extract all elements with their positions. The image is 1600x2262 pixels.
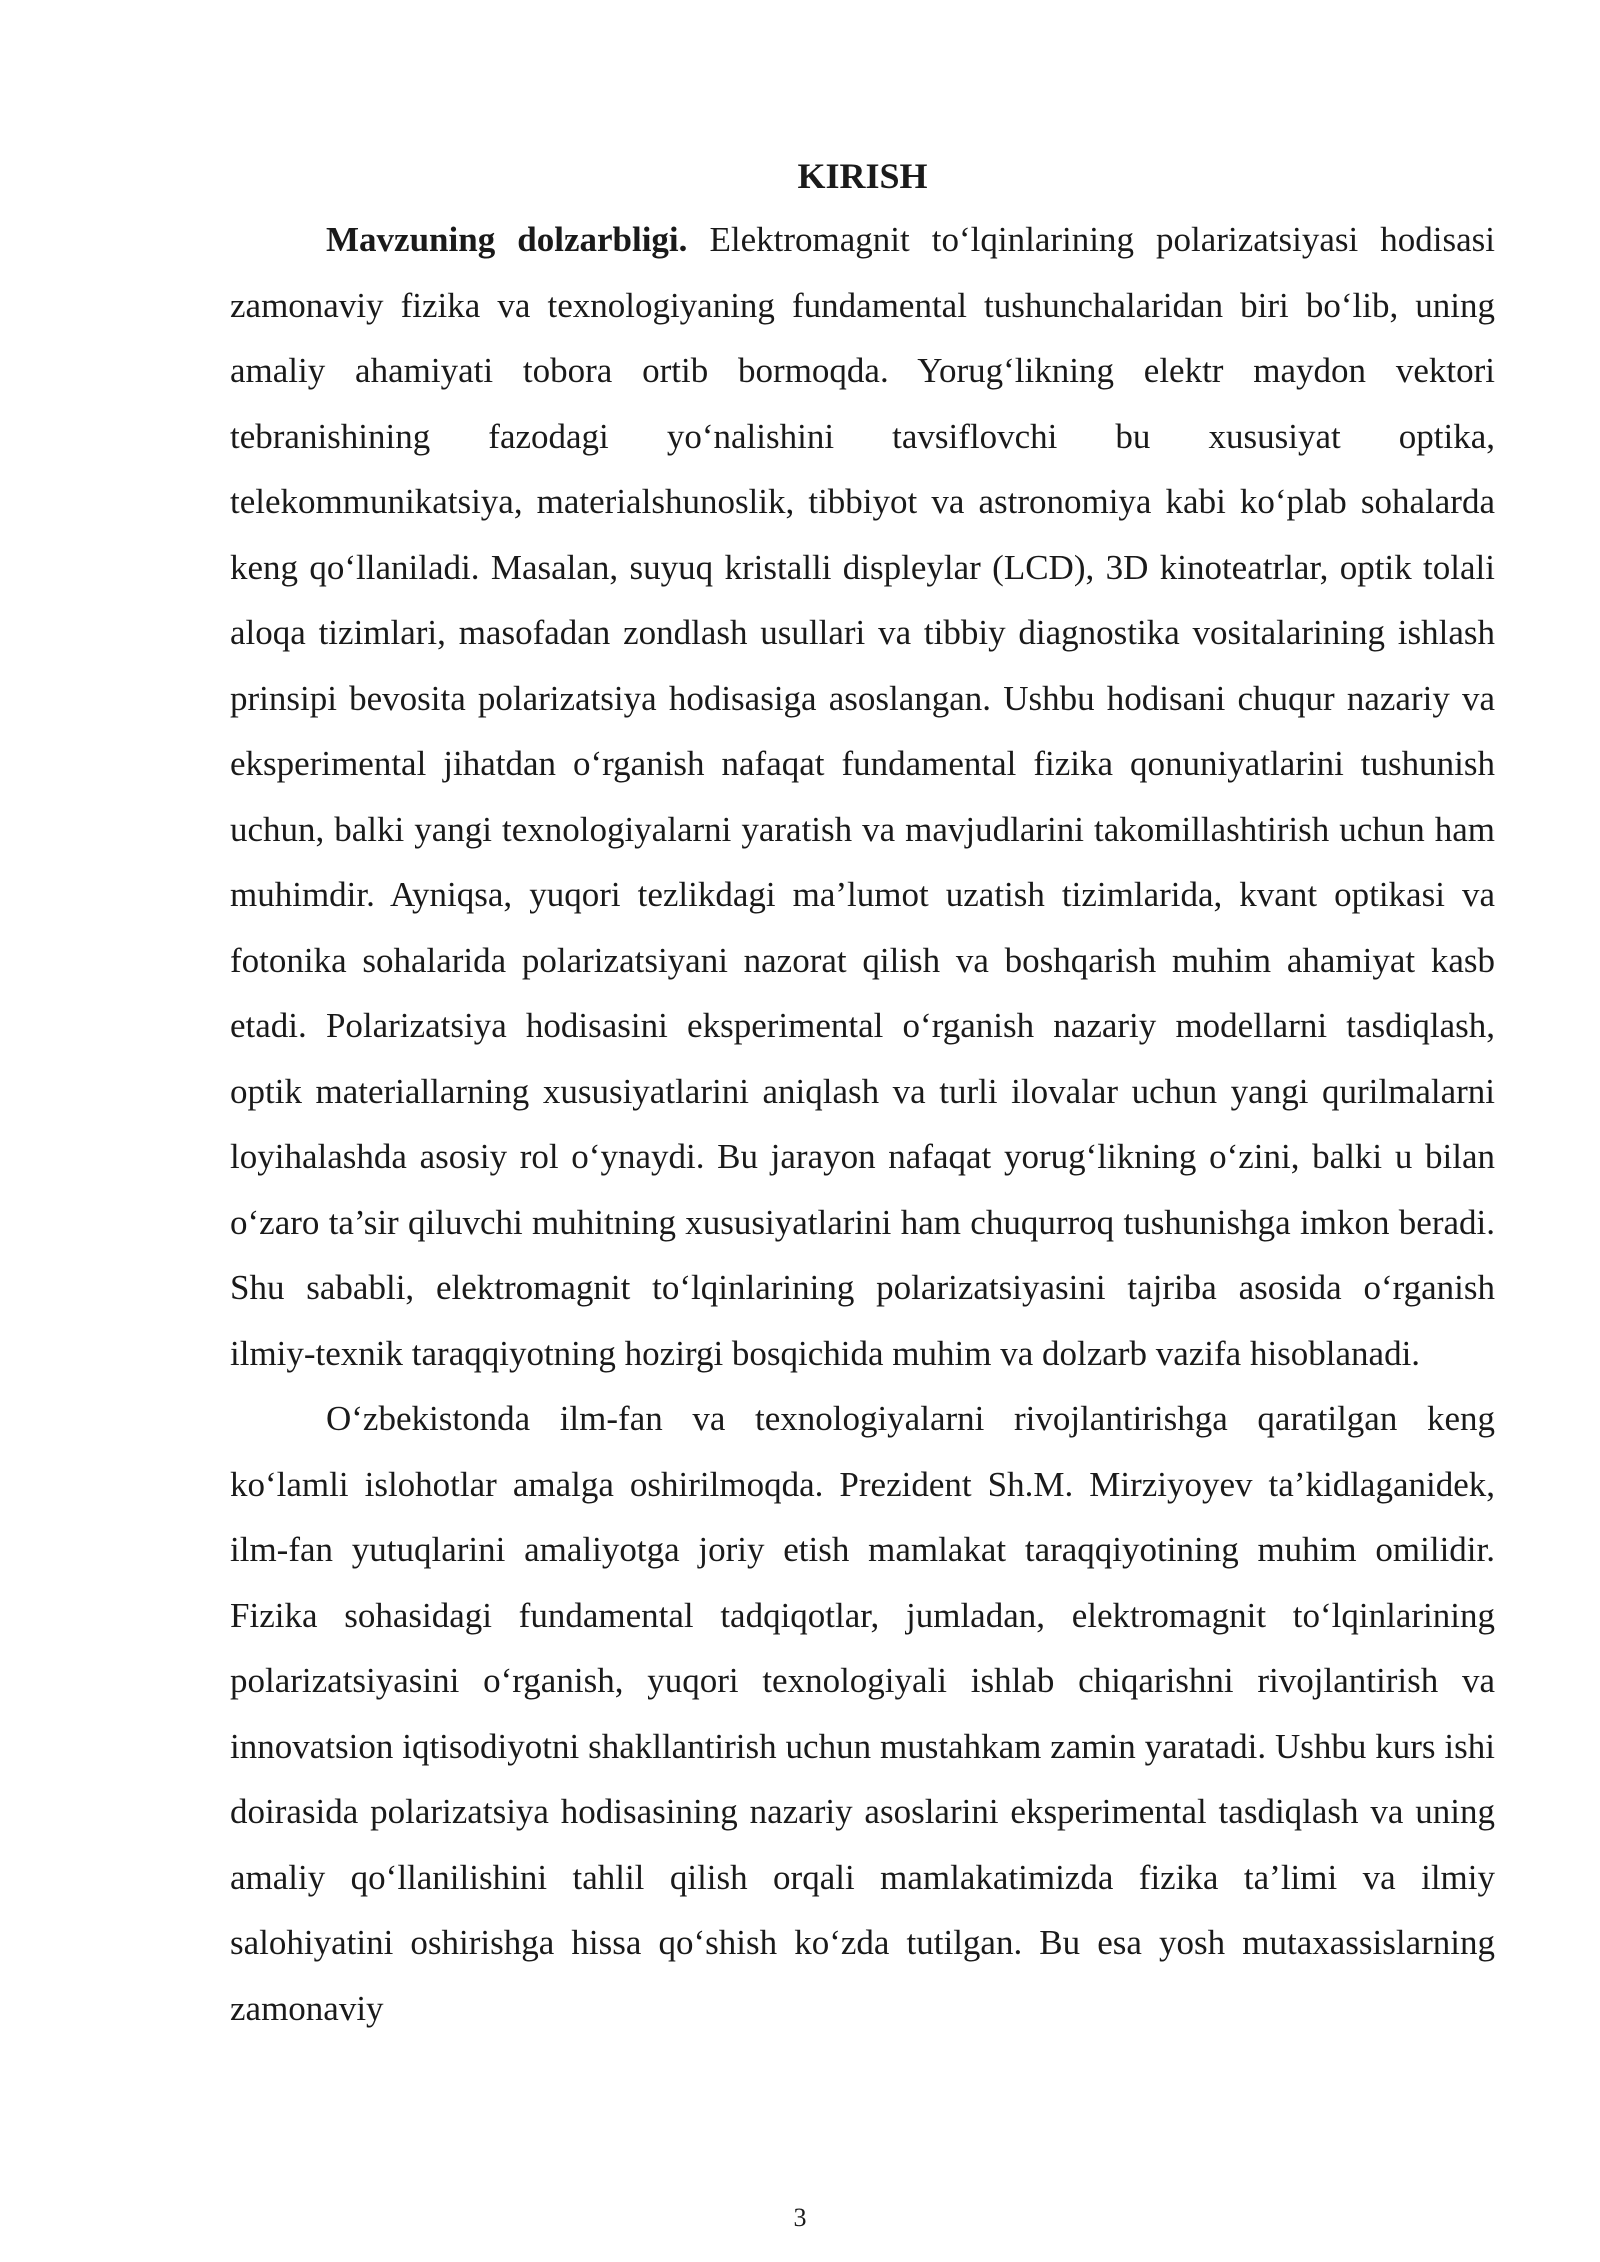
paragraph-text: Elektromagnit to‘lqinlarining polarizatsiyasi hodisasi zamonaviy fizika va texnologiyaning fundamental tushunchalaridan biri bo‘lib, uning amaliy ahamiyati tobora ortib bormoqda. Yorug‘likning elektr maydon vektori tebranishining fazodagi yo‘nalishini tavsiflovchi bu xususiyat optika, telekommunikatsiya, materialshunoslik, tibbiyot va astronomiya kabi ko‘plab sohalarda keng qo‘llaniladi. Masalan, suyuq kristalli displeylar (LCD), 3D kinoteatrlar, optik tolali aloqa tizimlari, masofadan zondlash usullari va tibbiy diagnostika vositalarining ishlash prinsipi bevosita polarizatsiya hodisasiga asoslangan. Ushbu hodisani chuqur nazariy va eksperimental jihatdan o‘rganish nafaqat fundamental fizika qonuniyatlarini tushunish uchun, balki yangi texnologiyalarni yaratish va mavjudlarini takomillashtirish uchun ham muhimdir. Ayniqsa, yuqori tezlikdagi ma’lumot uzatish tizimlarida, kvant optikasi va fotonika sohalarida polarizatsiyani nazorat qilish va boshqarish muhim ahamiyat kasb etadi. Polarizatsiya hodisasini eksperimental o‘rganish nazariy modellarni tasdiqlash, optik materiallarning xususiyatlarini aniqlash va turli ilovalar uchun yangi qurilmalarni loyihalashda asosiy rol o‘ynaydi. Bu jarayon nafaqat yorug‘likning o‘zini, balki u bilan o‘zaro ta’sir qiluvchi muhitning xususiyatlarini ham chuqurroq tushunishga imkon beradi. Shu sababli, elektromagnit to‘lqinlarining polarizatsiyasini tajriba asosida o‘rganish ilmiy-texnik taraqqiyotning hozirgi bosqichida muhim va dolzarb vazifa hisoblanadi. <box>230 220 1496 1373</box>
paragraph-lead: Mavzuning dolzarbligi. <box>326 220 688 259</box>
page-number: 3 <box>793 2203 807 2232</box>
section-heading: KIRISH <box>797 156 928 196</box>
page-content <box>230 145 1495 2041</box>
paragraph-text: O‘zbekistonda ilm-fan va texnologiyalarni rivojlantirishga qaratilgan keng ko‘lamli islohotlar amalga oshirilmoqda. Prezident Sh.M. Mirziyoyev ta’kidlaganidek, ilm-fan yutuqlarini amaliyotga joriy etish mamlakat taraqqiyotining muhim omilidir. Fizika sohasidagi fundamental tadqiqotlar, jumladan, elektromagnit to‘lqinlarining polarizatsiyasini o‘rganish, yuqori texnologiyali ishlab chiqarishni rivojlantirish va innovatsion iqtisodiyotni shakllantirish uchun mustahkam zamin yaratadi. Ushbu kurs ishi doirasida polarizatsiya hodisasining nazariy asoslarini eksperimental tasdiqlash va uning amaliy qo‘llanilishini tahlil qilish orqali mamlakatimizda fizika ta’limi va ilmiy salohiyatini oshirishga hissa qo‘shish ko‘zda tutilgan. Bu esa yosh mutaxassislarning zamonaviy <box>230 1399 1495 2028</box>
paragraph-relevance <box>230 207 1495 1386</box>
paragraph-reforms <box>230 1386 1495 2041</box>
